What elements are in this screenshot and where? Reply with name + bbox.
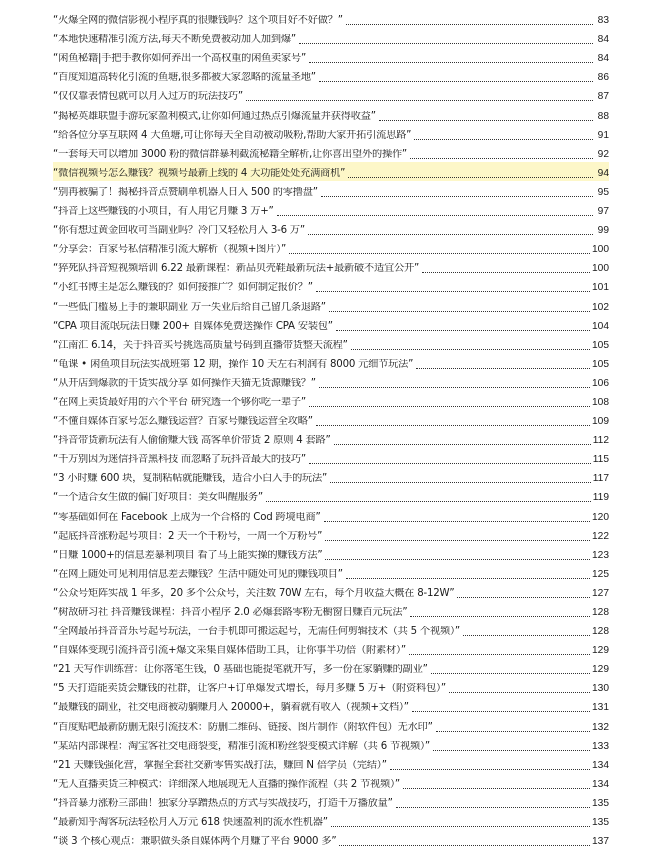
toc-dot-leader xyxy=(436,731,590,732)
toc-page-number: 120 xyxy=(592,511,609,523)
toc-page-number: 115 xyxy=(592,454,609,466)
toc-entry[interactable] xyxy=(53,238,609,257)
toc-page-number: 99 xyxy=(597,225,609,237)
toc-dot-leader xyxy=(309,62,593,63)
toc-entry-title: “日赚 1000+的信息差暴利项目 看了马上能实操的赚钱方法” xyxy=(53,549,323,561)
toc-page-number: 123 xyxy=(592,549,609,561)
toc-page-number: 87 xyxy=(597,91,609,103)
toc-dot-leader xyxy=(319,387,590,388)
toc-dot-leader xyxy=(334,444,591,445)
toc-entry-title: “不懂自媒体百家号怎么赚钱运营？百家号赚钱运营全攻略” xyxy=(53,416,313,428)
toc-entry[interactable] xyxy=(53,601,609,620)
toc-page-number: 84 xyxy=(597,53,609,65)
toc-entry[interactable] xyxy=(53,257,609,276)
toc-entry[interactable] xyxy=(53,372,609,391)
toc-page-number: 88 xyxy=(597,110,609,122)
toc-entry[interactable] xyxy=(53,715,609,734)
toc-page-number: 105 xyxy=(592,358,609,370)
toc-entry-title: “猝死队抖音短视频培训 6.22 最新课程：新品贝壳鞋最新玩法+最新破不适宜公开” xyxy=(53,263,420,275)
toc-entry-title: “你有想过黄金回收可当副业吗？冷门又轻松月入 3-6 万” xyxy=(53,225,305,237)
toc-entry[interactable] xyxy=(53,410,609,429)
toc-page-number: 129 xyxy=(592,645,609,657)
toc-entry[interactable] xyxy=(53,66,609,85)
toc-dot-leader xyxy=(325,540,590,541)
toc-dot-leader xyxy=(409,654,590,655)
toc-dot-leader xyxy=(433,750,590,751)
toc-entry[interactable] xyxy=(53,811,609,830)
toc-page-number: 95 xyxy=(597,186,609,198)
toc-page-number: 128 xyxy=(592,626,609,638)
toc-page-number: 134 xyxy=(592,759,609,771)
toc-page-number: 133 xyxy=(592,740,609,752)
toc-entry-title: “零基础如何在 Facebook 上成为一个合格的 Cod 跨境电商” xyxy=(53,511,321,523)
toc-entry[interactable] xyxy=(53,295,609,314)
toc-entry[interactable] xyxy=(53,830,609,849)
toc-page-number: 122 xyxy=(592,530,609,542)
toc-entry-title: “一套每天可以增加 3000 粉的微信群暴利截流秘籍全解析,让你喜出望外的操作” xyxy=(53,148,408,160)
toc-entry-title: “无人直播卖货三种模式：详细深入地展现无人直播的操作流程（共 2 节视频）” xyxy=(53,778,400,790)
toc-entry-title: “本地快速精准引流方法,每天不断免费被动加人加到爆” xyxy=(53,34,296,46)
toc-dot-leader xyxy=(390,769,590,770)
toc-entry-title: “在网上随处可见利用信息差去赚钱？生活中随处可见的赚钱项目” xyxy=(53,568,343,580)
toc-dot-leader xyxy=(416,368,590,369)
toc-page-number: 104 xyxy=(592,320,609,332)
toc-entry[interactable] xyxy=(53,124,609,143)
toc-entry-title: “3 小时赚 600 块，复制粘帖就能赚钱，适合小白入手的玩法” xyxy=(53,473,328,485)
toc-entry[interactable] xyxy=(53,792,609,811)
toc-page-number: 100 xyxy=(592,263,609,275)
toc-dot-leader xyxy=(348,177,593,178)
toc-entry-title: “公众号矩阵实战 1 年多，20 多个公众号，关注数 70W 左右，每个月收益大概在 8-12W” xyxy=(53,587,455,599)
toc-dot-leader xyxy=(422,272,590,273)
toc-entry-title: “一些低门槛易上手的兼职副业 万一失业后给自己留几条退路” xyxy=(53,301,326,313)
toc-entry[interactable] xyxy=(53,315,609,334)
toc-page-number: 112 xyxy=(592,435,609,447)
toc-dot-leader xyxy=(396,807,590,808)
toc-entry[interactable] xyxy=(53,200,609,219)
toc-entry-title: “抖音上这些赚钱的小项目，有人用它月赚 3 万+” xyxy=(53,206,274,218)
toc-entry[interactable] xyxy=(53,525,609,544)
toc-entry[interactable] xyxy=(53,620,609,639)
toc-entry[interactable] xyxy=(53,219,609,238)
toc-entry[interactable] xyxy=(53,28,609,47)
toc-entry-title: “龟课 • 闲鱼项目玩法实战班第 12 期，操作 10 天左右利润有 8000 元细节玩法” xyxy=(53,358,414,370)
toc-dot-leader xyxy=(299,43,593,44)
toc-page-number: 129 xyxy=(592,664,609,676)
toc-entry-title: “给各位分享互联网 4 大鱼塘,可让你每天全自动被动吸粉,帮助大家开拓引流思路” xyxy=(53,129,412,141)
toc-page-number: 135 xyxy=(592,797,609,809)
toc-dot-leader xyxy=(463,635,590,636)
toc-page-number: 92 xyxy=(597,148,609,160)
toc-entry[interactable] xyxy=(53,448,609,467)
toc-entry[interactable] xyxy=(53,353,609,372)
toc-entry-title: “自媒体变现引流抖音引流+爆文采集自媒体借助工具，让你事半功倍（附素材）” xyxy=(53,645,406,657)
toc-dot-leader xyxy=(324,521,590,522)
toc-dot-leader xyxy=(403,788,590,789)
toc-dot-leader xyxy=(449,692,590,693)
toc-dot-leader xyxy=(321,196,593,197)
toc-entry-title: “抖音暴力涨粉三部曲！独家分享蹭热点的方式与实战技巧，打造千万播放量” xyxy=(53,797,393,809)
toc-entry[interactable] xyxy=(53,505,609,524)
toc-entry-highlighted[interactable] xyxy=(53,162,609,181)
toc-entry-title: “江南汇 6.14，关于抖音买号挑选高质量号码到直播带货整天流程” xyxy=(53,339,348,351)
toc-dot-leader xyxy=(412,711,590,712)
toc-dot-leader xyxy=(329,311,590,312)
toc-dot-leader xyxy=(308,234,593,235)
toc-entry[interactable] xyxy=(53,181,609,200)
toc-dot-leader xyxy=(410,158,593,159)
toc-entry-title: “闲鱼秘籍|手把手教你如何养出一个高权重的闲鱼卖家号” xyxy=(53,53,307,65)
toc-entry[interactable] xyxy=(53,467,609,486)
toc-dot-leader xyxy=(319,81,593,82)
toc-dot-leader xyxy=(316,425,590,426)
toc-entry-title: “树敌研习社 抖音赚钱课程：抖音小程序 2.0 必爆套路零粉无橱窗日赚百元玩法” xyxy=(53,607,408,618)
toc-page-number: 91 xyxy=(597,129,609,141)
toc-entry-title: “火爆全网的微信影视小程序真的很赚钱吗？这个项目好不好做？” xyxy=(53,15,343,27)
toc-page-number: 94 xyxy=(597,167,609,179)
toc-entry-title: “21 天写作训练营：让你落笔生钱，0 基础也能提笔就开写，多一份在家躺赚的副业” xyxy=(53,664,428,676)
toc-page-number: 83 xyxy=(597,15,609,27)
toc-page-number: 109 xyxy=(592,416,609,428)
toc-dot-leader xyxy=(316,291,590,292)
toc-page-number: 100 xyxy=(592,244,609,256)
toc-entry[interactable] xyxy=(53,47,609,66)
toc-entry[interactable] xyxy=(53,391,609,410)
toc-entry-title: “谈 3 个核心观点：兼职做头条自媒体两个月赚了平台 9000 多” xyxy=(53,836,337,848)
toc-page-number: 125 xyxy=(592,568,609,580)
toc-entry[interactable] xyxy=(53,773,609,792)
toc-entry[interactable] xyxy=(53,696,609,715)
toc-entry[interactable] xyxy=(53,486,609,505)
toc-entry-title: “最赚钱的副业，社交电商被动躺赚月入 20000+，躺着就有收入（视频+文档）” xyxy=(53,702,409,714)
toc-page-number: 101 xyxy=(592,282,609,294)
toc-entry[interactable] xyxy=(53,104,609,123)
toc-entry-title: “全网最吊抖音音乐号起号玩法，一台手机即可搬运起号，无需任何剪辑技术（共 5 个视频）” xyxy=(53,626,460,638)
toc-entry[interactable] xyxy=(53,754,609,773)
toc-dot-leader xyxy=(410,616,590,617)
toc-page-number: 117 xyxy=(592,473,609,485)
toc-entry-title: “起底抖音涨粉起号项目：2 天一个千粉号，一周一个万粉号” xyxy=(53,530,323,542)
toc-entry-title: “从开店到爆款的干货实战分享 如何操作天猫无货源赚钱？” xyxy=(53,377,316,389)
toc-entry[interactable] xyxy=(53,544,609,563)
toc-entry[interactable] xyxy=(53,143,609,162)
toc-dot-leader xyxy=(309,406,590,407)
toc-entry-title: “揭秘英雄联盟手游玩家盈利模式,让你如何通过热点引爆流量并获得收益” xyxy=(53,110,376,122)
toc-page-number: 131 xyxy=(592,702,609,714)
toc-dot-leader xyxy=(277,215,593,216)
toc-dot-leader xyxy=(325,559,590,560)
toc-page-number: 84 xyxy=(597,34,609,46)
toc-entry-title: “分享会：百家号私信精准引流大解析（视频+图片）” xyxy=(53,244,287,256)
toc-entry[interactable] xyxy=(53,563,609,582)
toc-page-number: 86 xyxy=(597,72,609,84)
toc-page-number: 119 xyxy=(592,492,609,504)
toc-entry-title: “微信视频号怎么赚钱？视频号最新上线的 4 大功能处处充满商机” xyxy=(53,167,346,179)
toc-page-number: 102 xyxy=(592,301,609,313)
toc-dot-leader xyxy=(289,253,590,254)
toc-dot-leader xyxy=(431,673,590,674)
toc-dot-leader xyxy=(336,330,590,331)
toc-entry-title: “千万别因为迷信抖音黑科技 而忽略了玩抖音最大的技巧” xyxy=(53,454,306,466)
toc-entry-title: “仅仅靠表情包就可以月入过万的玩法技巧” xyxy=(53,91,243,103)
toc-page-number: 106 xyxy=(592,377,609,389)
toc-page-number: 137 xyxy=(592,836,609,848)
toc-page-number: 128 xyxy=(592,607,609,618)
toc-entry[interactable] xyxy=(53,276,609,295)
toc-dot-leader xyxy=(351,349,590,350)
toc-entry-title: “在网上卖货最好用的六个平台 研究透一个够你吃一辈子” xyxy=(53,396,306,408)
toc-dot-leader xyxy=(457,597,590,598)
toc-entry-title: “最新知乎淘客玩法轻松月入万元 618 快速盈利的流水性机器” xyxy=(53,817,328,829)
toc-entry-title: “某站内部课程：淘宝客社交电商裂变，精准引流和粉丝裂变模式详解（共 6 节视频）” xyxy=(53,740,430,752)
toc-entry-title: “5 天打造能卖货会赚钱的社群，让客户+订单爆发式增长，每月多赚 5 万+（附资料包）” xyxy=(53,683,446,695)
toc-dot-leader xyxy=(379,120,593,121)
toc-dot-leader xyxy=(330,482,591,483)
table-of-contents xyxy=(53,9,609,849)
toc-entry-title: “21 天赚钱强化营，掌握全套社交新零售实战打法，赚回 N 倍学员（完结）” xyxy=(53,759,387,771)
toc-dot-leader xyxy=(346,24,593,25)
toc-dot-leader xyxy=(339,845,590,846)
toc-page-number: 134 xyxy=(592,778,609,790)
toc-page-number: 132 xyxy=(592,721,609,733)
toc-page-number: 135 xyxy=(592,817,609,829)
toc-entry[interactable] xyxy=(53,582,609,601)
toc-entry-title: “CPA 项目流氓玩法日赚 200+ 自媒体免费送操作 CPA 安装包” xyxy=(53,320,333,332)
toc-entry[interactable] xyxy=(53,658,609,677)
toc-entry[interactable] xyxy=(53,9,609,28)
toc-dot-leader xyxy=(414,139,593,140)
toc-entry[interactable] xyxy=(53,639,609,658)
toc-dot-leader xyxy=(346,578,590,579)
toc-entry[interactable] xyxy=(53,429,609,448)
toc-entry-title: “一个适合女生做的偏门好项目：美女叫醒服务” xyxy=(53,492,263,504)
toc-page-number: 97 xyxy=(597,206,609,218)
toc-entry-title: “百度贴吧最新防删无限引流技术：防删二维码、链接、图片制作（附软件包）无水印” xyxy=(53,721,433,733)
toc-entry-title: “百度知道高转化引流的鱼塘,很多都被大家忽略的流量圣地” xyxy=(53,72,316,84)
toc-entry[interactable] xyxy=(53,85,609,104)
toc-entry[interactable] xyxy=(53,334,609,353)
toc-entry-title: “小红书博主是怎么赚钱的？如何接推广？如何制定报价？” xyxy=(53,282,313,294)
toc-entry-title: “抖音带货新玩法有人偷偷赚大钱 高客单价带货 2 原则 4 套路” xyxy=(53,435,331,447)
toc-page-number: 105 xyxy=(592,339,609,351)
toc-dot-leader xyxy=(266,501,591,502)
toc-entry[interactable] xyxy=(53,735,609,754)
toc-page-number: 127 xyxy=(592,587,609,599)
toc-entry[interactable] xyxy=(53,677,609,696)
toc-page-number: 130 xyxy=(592,683,609,695)
toc-dot-leader xyxy=(309,463,591,464)
toc-page-number: 108 xyxy=(592,396,609,408)
toc-dot-leader xyxy=(331,826,590,827)
toc-dot-leader xyxy=(246,100,593,101)
toc-entry-title: “别再被骗了！揭秘抖音点赞刷单机器人日入 500 的零撸盘” xyxy=(53,186,318,198)
